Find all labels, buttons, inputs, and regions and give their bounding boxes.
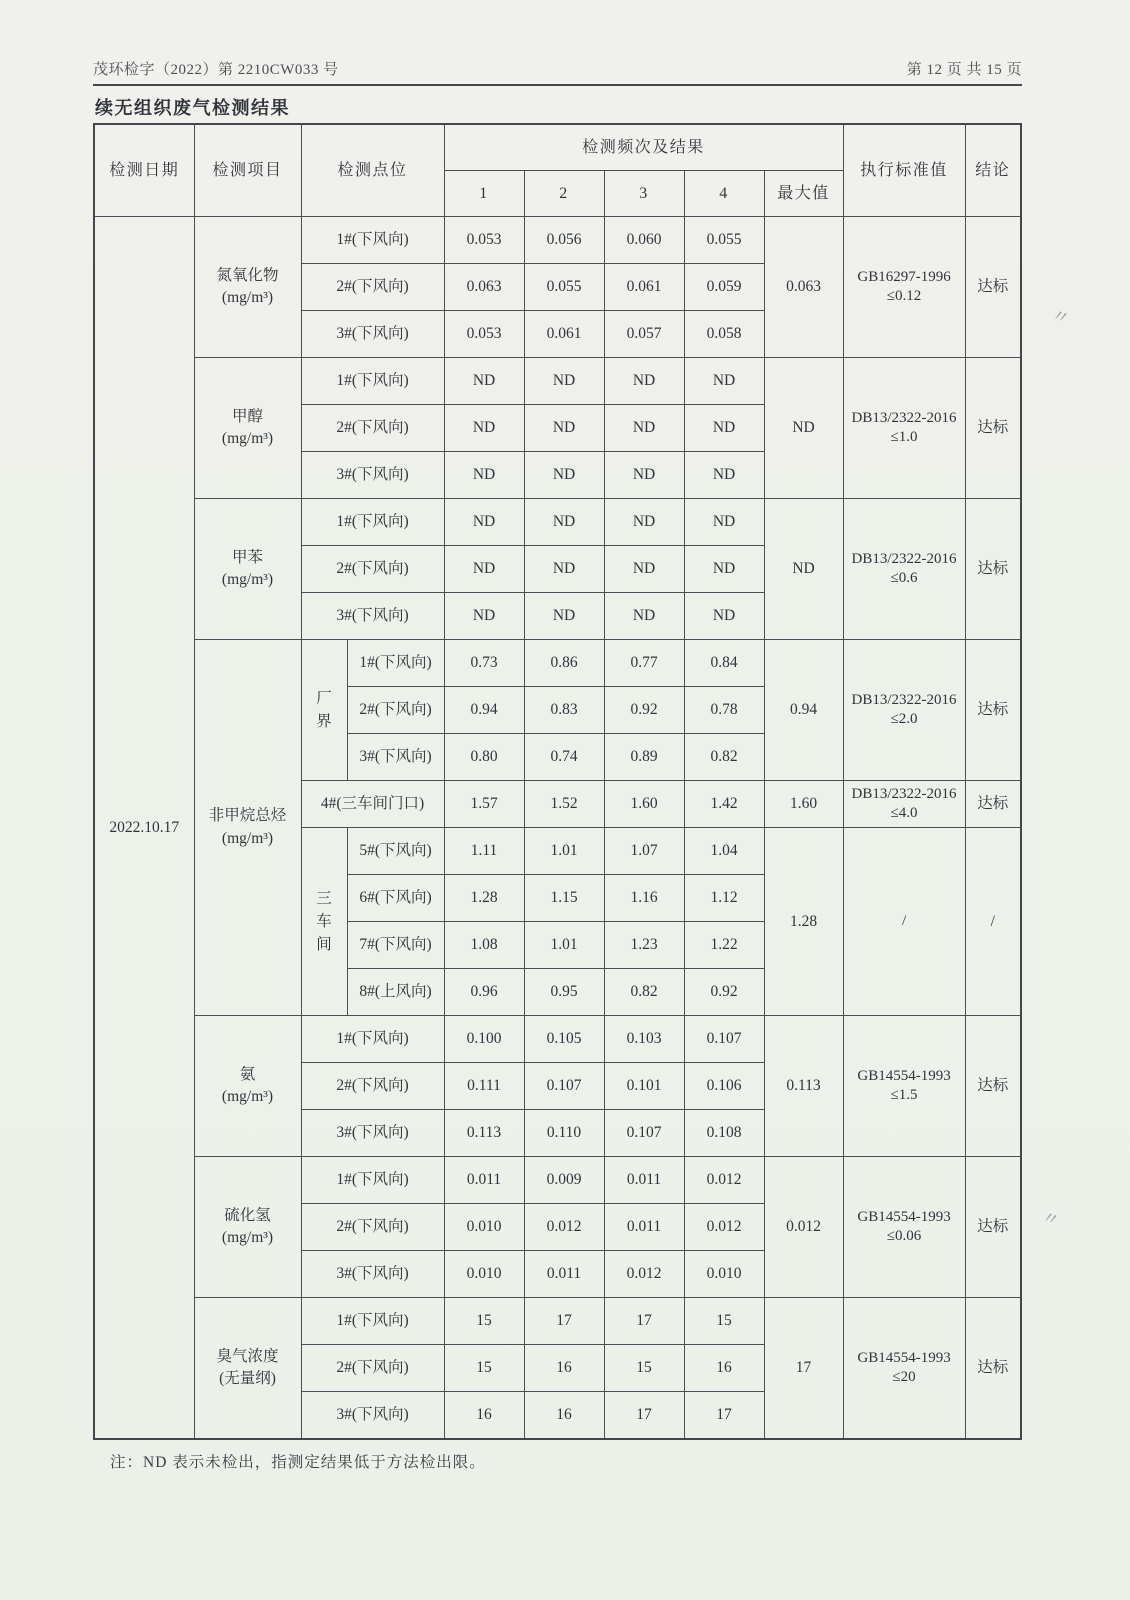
conclusion-cell: 达标: [965, 1016, 1021, 1157]
value-cell: ND: [524, 405, 604, 452]
value-cell: 0.105: [524, 1016, 604, 1063]
footnote: 注：ND 表示未检出，指测定结果低于方法检出限。: [110, 1454, 486, 1471]
value-cell: ND: [444, 358, 524, 405]
value-cell: 1.60: [604, 781, 684, 828]
value-cell: 0.84: [684, 640, 764, 687]
value-cell: ND: [684, 546, 764, 593]
value-cell: ND: [524, 358, 604, 405]
standard-cell: [843, 217, 965, 358]
item-name: 臭气浓度: [216, 1347, 279, 1365]
doc-number: 茂环检字（2022）第 2210CW033 号: [93, 62, 339, 78]
value-cell: ND: [684, 499, 764, 546]
value-cell: 15: [684, 1298, 764, 1345]
standard-limit: ≤0.6: [890, 570, 918, 586]
value-cell: 1.12: [684, 875, 764, 922]
standard-name: DB13/2322-2016: [851, 692, 957, 709]
value-cell: 0.107: [524, 1063, 604, 1110]
value-cell: 0.053: [444, 311, 524, 358]
value-cell: 1.23: [604, 922, 684, 969]
value-cell: 1.01: [524, 828, 604, 875]
value-cell: ND: [604, 593, 684, 640]
value-cell: 0.012: [604, 1251, 684, 1298]
value-cell: 0.012: [684, 1204, 764, 1251]
value-cell: ND: [684, 358, 764, 405]
standard-name: GB14554-1993: [857, 1068, 951, 1085]
item-unit: (mg/m³): [221, 430, 274, 447]
max-cell: ND: [764, 499, 843, 640]
item-unit: (无量纲): [219, 1370, 276, 1387]
table-row: [94, 499, 1021, 546]
value-cell: 0.012: [684, 1157, 764, 1204]
standard-cell: [843, 1157, 965, 1298]
value-cell: 0.73: [444, 640, 524, 687]
value-cell: 16: [684, 1345, 764, 1392]
item-unit: (mg/m³): [221, 829, 274, 847]
value-cell: 16: [524, 1345, 604, 1392]
item-name: 甲醇: [231, 407, 263, 425]
value-cell: 17: [524, 1298, 604, 1345]
value-cell: ND: [684, 405, 764, 452]
col-header-conclusion: 结论: [965, 124, 1021, 217]
value-cell: 0.107: [684, 1016, 764, 1063]
value-cell: ND: [524, 546, 604, 593]
item-name: 氮氧化物: [216, 266, 279, 284]
value-cell: 1.16: [604, 875, 684, 922]
standard-limit: ≤0.06: [886, 1228, 922, 1244]
point-cell: 3#(下风向): [301, 311, 444, 358]
value-cell: 0.100: [444, 1016, 524, 1063]
item-cell: [194, 358, 301, 499]
max-cell: 0.012: [764, 1157, 843, 1298]
group-cell: [301, 828, 347, 1016]
point-cell: 2#(下风向): [301, 264, 444, 311]
value-cell: 0.107: [604, 1110, 684, 1157]
value-cell: 0.011: [444, 1157, 524, 1204]
col-header-frequency: 检测频次及结果: [444, 124, 843, 171]
point-cell: 1#(下风向): [301, 1157, 444, 1204]
value-cell: 0.010: [444, 1204, 524, 1251]
item-cell: [194, 1016, 301, 1157]
table-row: [94, 640, 1021, 687]
value-cell: ND: [444, 593, 524, 640]
standard-cell: [843, 640, 965, 781]
value-cell: 0.113: [444, 1110, 524, 1157]
standard-name: GB14554-1993: [857, 1350, 951, 1367]
value-cell: 0.78: [684, 687, 764, 734]
point-cell: 2#(下风向): [301, 1204, 444, 1251]
value-cell: 0.055: [684, 217, 764, 264]
value-cell: 0.057: [604, 311, 684, 358]
point-cell: 1#(下风向): [347, 640, 444, 687]
value-cell: 0.89: [604, 734, 684, 781]
value-cell: ND: [604, 405, 684, 452]
table-row: [94, 1016, 1021, 1063]
col-header-run2: 2: [524, 171, 604, 217]
value-cell: 0.061: [524, 311, 604, 358]
item-cell: [194, 217, 301, 358]
group-label: 厂界: [316, 689, 332, 730]
item-name: 非甲烷总烃: [208, 807, 287, 825]
value-cell: 1.01: [524, 922, 604, 969]
col-header-max: 最大值: [764, 171, 843, 217]
group-cell: [301, 640, 347, 781]
value-cell: 17: [604, 1392, 684, 1440]
standard-cell: [843, 828, 965, 1016]
value-cell: 0.063: [444, 264, 524, 311]
point-cell: 2#(下风向): [301, 546, 444, 593]
point-cell: 1#(下风向): [301, 1298, 444, 1345]
col-header-standard: 执行标准值: [843, 124, 965, 217]
table-row: [94, 1298, 1021, 1345]
item-cell: [194, 640, 301, 1016]
value-cell: 0.106: [684, 1063, 764, 1110]
table-row: [94, 217, 1021, 264]
value-cell: 0.011: [604, 1204, 684, 1251]
value-cell: 1.11: [444, 828, 524, 875]
point-cell: 1#(下风向): [301, 358, 444, 405]
scan-artifact: 〃: [1049, 304, 1073, 330]
value-cell: 16: [524, 1392, 604, 1440]
value-cell: ND: [604, 358, 684, 405]
value-cell: ND: [604, 499, 684, 546]
value-cell: 17: [604, 1298, 684, 1345]
value-cell: 16: [444, 1392, 524, 1440]
value-cell: 1.42: [684, 781, 764, 828]
page-title: 续无组织废气检测结果: [95, 98, 290, 118]
max-cell: ND: [764, 358, 843, 499]
max-cell: 0.113: [764, 1016, 843, 1157]
value-cell: ND: [524, 452, 604, 499]
col-header-run1: 1: [444, 171, 524, 217]
conclusion-cell: /: [965, 828, 1021, 1016]
point-cell: 2#(下风向): [301, 405, 444, 452]
value-cell: ND: [604, 546, 684, 593]
conclusion-cell: 达标: [965, 1157, 1021, 1298]
item-cell: [194, 1298, 301, 1440]
value-cell: 0.86: [524, 640, 604, 687]
value-cell: 0.96: [444, 969, 524, 1016]
standard-name: DB13/2322-2016: [851, 786, 957, 803]
standard-cell: [843, 499, 965, 640]
value-cell: ND: [524, 499, 604, 546]
scan-artifact: 〃: [1039, 1206, 1063, 1232]
conclusion-cell: 达标: [965, 499, 1021, 640]
standard-name: DB13/2322-2016: [851, 551, 957, 568]
standard-cell: [843, 781, 965, 828]
point-cell: 3#(下风向): [347, 734, 444, 781]
conclusion-cell: 达标: [965, 217, 1021, 358]
value-cell: ND: [444, 499, 524, 546]
point-cell: 1#(下风向): [301, 499, 444, 546]
value-cell: 1.04: [684, 828, 764, 875]
point-cell: 1#(下风向): [301, 217, 444, 264]
point-cell: 3#(下风向): [301, 593, 444, 640]
max-cell: 17: [764, 1298, 843, 1440]
max-cell: 0.063: [764, 217, 843, 358]
col-header-item: 检测项目: [194, 124, 301, 217]
value-cell: 15: [444, 1345, 524, 1392]
point-cell: 3#(下风向): [301, 1110, 444, 1157]
value-cell: 0.101: [604, 1063, 684, 1110]
value-cell: 0.103: [604, 1016, 684, 1063]
value-cell: 0.92: [604, 687, 684, 734]
item-unit: (mg/m³): [221, 571, 274, 588]
table-header-row: [94, 124, 1021, 171]
value-cell: 0.74: [524, 734, 604, 781]
value-cell: ND: [524, 593, 604, 640]
value-cell: 0.95: [524, 969, 604, 1016]
col-header-date: 检测日期: [94, 124, 194, 217]
value-cell: 0.011: [604, 1157, 684, 1204]
value-cell: 0.94: [444, 687, 524, 734]
item-name: 氨: [239, 1065, 256, 1083]
col-header-run4: 4: [684, 171, 764, 217]
point-cell: 4#(三车间门口): [301, 781, 444, 828]
point-cell: 3#(下风向): [301, 1251, 444, 1298]
value-cell: 1.07: [604, 828, 684, 875]
value-cell: 0.061: [604, 264, 684, 311]
col-header-run3: 3: [604, 171, 684, 217]
standard-name: GB14554-1993: [857, 1209, 951, 1226]
item-name: 硫化氢: [224, 1206, 271, 1224]
point-cell: 3#(下风向): [301, 1392, 444, 1440]
standard-cell: [843, 1298, 965, 1440]
value-cell: 1.15: [524, 875, 604, 922]
standard-limit: ≤1.5: [890, 1087, 918, 1103]
table-row: [94, 358, 1021, 405]
value-cell: ND: [604, 452, 684, 499]
value-cell: 17: [684, 1392, 764, 1440]
table-row: [94, 1157, 1021, 1204]
item-name: 甲苯: [231, 548, 263, 566]
value-cell: 1.52: [524, 781, 604, 828]
value-cell: 1.08: [444, 922, 524, 969]
point-cell: 3#(下风向): [301, 452, 444, 499]
value-cell: 1.28: [444, 875, 524, 922]
value-cell: 0.059: [684, 264, 764, 311]
point-cell: 6#(下风向): [347, 875, 444, 922]
item-cell: [194, 1157, 301, 1298]
value-cell: 0.060: [604, 217, 684, 264]
standard-name: /: [901, 913, 907, 930]
value-cell: 15: [444, 1298, 524, 1345]
standard-limit: ≤20: [892, 1369, 916, 1385]
value-cell: 1.22: [684, 922, 764, 969]
point-cell: 1#(下风向): [301, 1016, 444, 1063]
value-cell: 0.111: [444, 1063, 524, 1110]
point-cell: 7#(下风向): [347, 922, 444, 969]
page-header: [93, 58, 1022, 79]
point-cell: 5#(下风向): [347, 828, 444, 875]
value-cell: 0.055: [524, 264, 604, 311]
standard-cell: [843, 1016, 965, 1157]
standard-name: DB13/2322-2016: [851, 410, 957, 427]
item-unit: (mg/m³): [221, 1229, 274, 1246]
point-cell: 8#(上风向): [347, 969, 444, 1016]
point-cell: 2#(下风向): [347, 687, 444, 734]
page-number: 第 12 页 共 15 页: [906, 62, 1022, 78]
value-cell: ND: [684, 593, 764, 640]
point-cell: 2#(下风向): [301, 1345, 444, 1392]
conclusion-cell: 达标: [965, 1298, 1021, 1440]
value-cell: 0.012: [524, 1204, 604, 1251]
value-cell: 1.57: [444, 781, 524, 828]
value-cell: 0.009: [524, 1157, 604, 1204]
value-cell: 15: [604, 1345, 684, 1392]
standard-limit: ≤4.0: [890, 805, 918, 821]
value-cell: 0.80: [444, 734, 524, 781]
col-header-point: 检测点位: [301, 124, 444, 217]
standard-limit: ≤1.0: [890, 429, 918, 445]
conclusion-cell: 达标: [965, 781, 1021, 828]
value-cell: 0.056: [524, 217, 604, 264]
group-label: 三车间: [316, 889, 332, 954]
value-cell: 0.82: [604, 969, 684, 1016]
value-cell: 0.053: [444, 217, 524, 264]
value-cell: 0.010: [444, 1251, 524, 1298]
value-cell: 0.110: [524, 1110, 604, 1157]
value-cell: ND: [444, 452, 524, 499]
item-unit: (mg/m³): [221, 289, 274, 306]
standard-name: GB16297-1996: [857, 269, 951, 286]
max-cell: 0.94: [764, 640, 843, 781]
item-cell: [194, 499, 301, 640]
standard-limit: ≤2.0: [890, 711, 918, 727]
point-cell: 2#(下风向): [301, 1063, 444, 1110]
value-cell: 0.83: [524, 687, 604, 734]
results-table: [93, 123, 1022, 1440]
value-cell: ND: [684, 452, 764, 499]
value-cell: 0.010: [684, 1251, 764, 1298]
standard-limit: ≤0.12: [886, 288, 922, 304]
value-cell: 0.92: [684, 969, 764, 1016]
value-cell: 0.011: [524, 1251, 604, 1298]
max-cell: 1.28: [764, 828, 843, 1016]
value-cell: 0.058: [684, 311, 764, 358]
value-cell: 0.82: [684, 734, 764, 781]
standard-cell: [843, 358, 965, 499]
value-cell: ND: [444, 405, 524, 452]
item-unit: (mg/m³): [221, 1088, 274, 1105]
value-cell: ND: [444, 546, 524, 593]
date-cell: 2022.10.17: [94, 217, 194, 1440]
value-cell: 0.108: [684, 1110, 764, 1157]
header-rule: [93, 84, 1022, 86]
max-cell: 1.60: [764, 781, 843, 828]
conclusion-cell: 达标: [965, 640, 1021, 781]
conclusion-cell: 达标: [965, 358, 1021, 499]
value-cell: 0.77: [604, 640, 684, 687]
